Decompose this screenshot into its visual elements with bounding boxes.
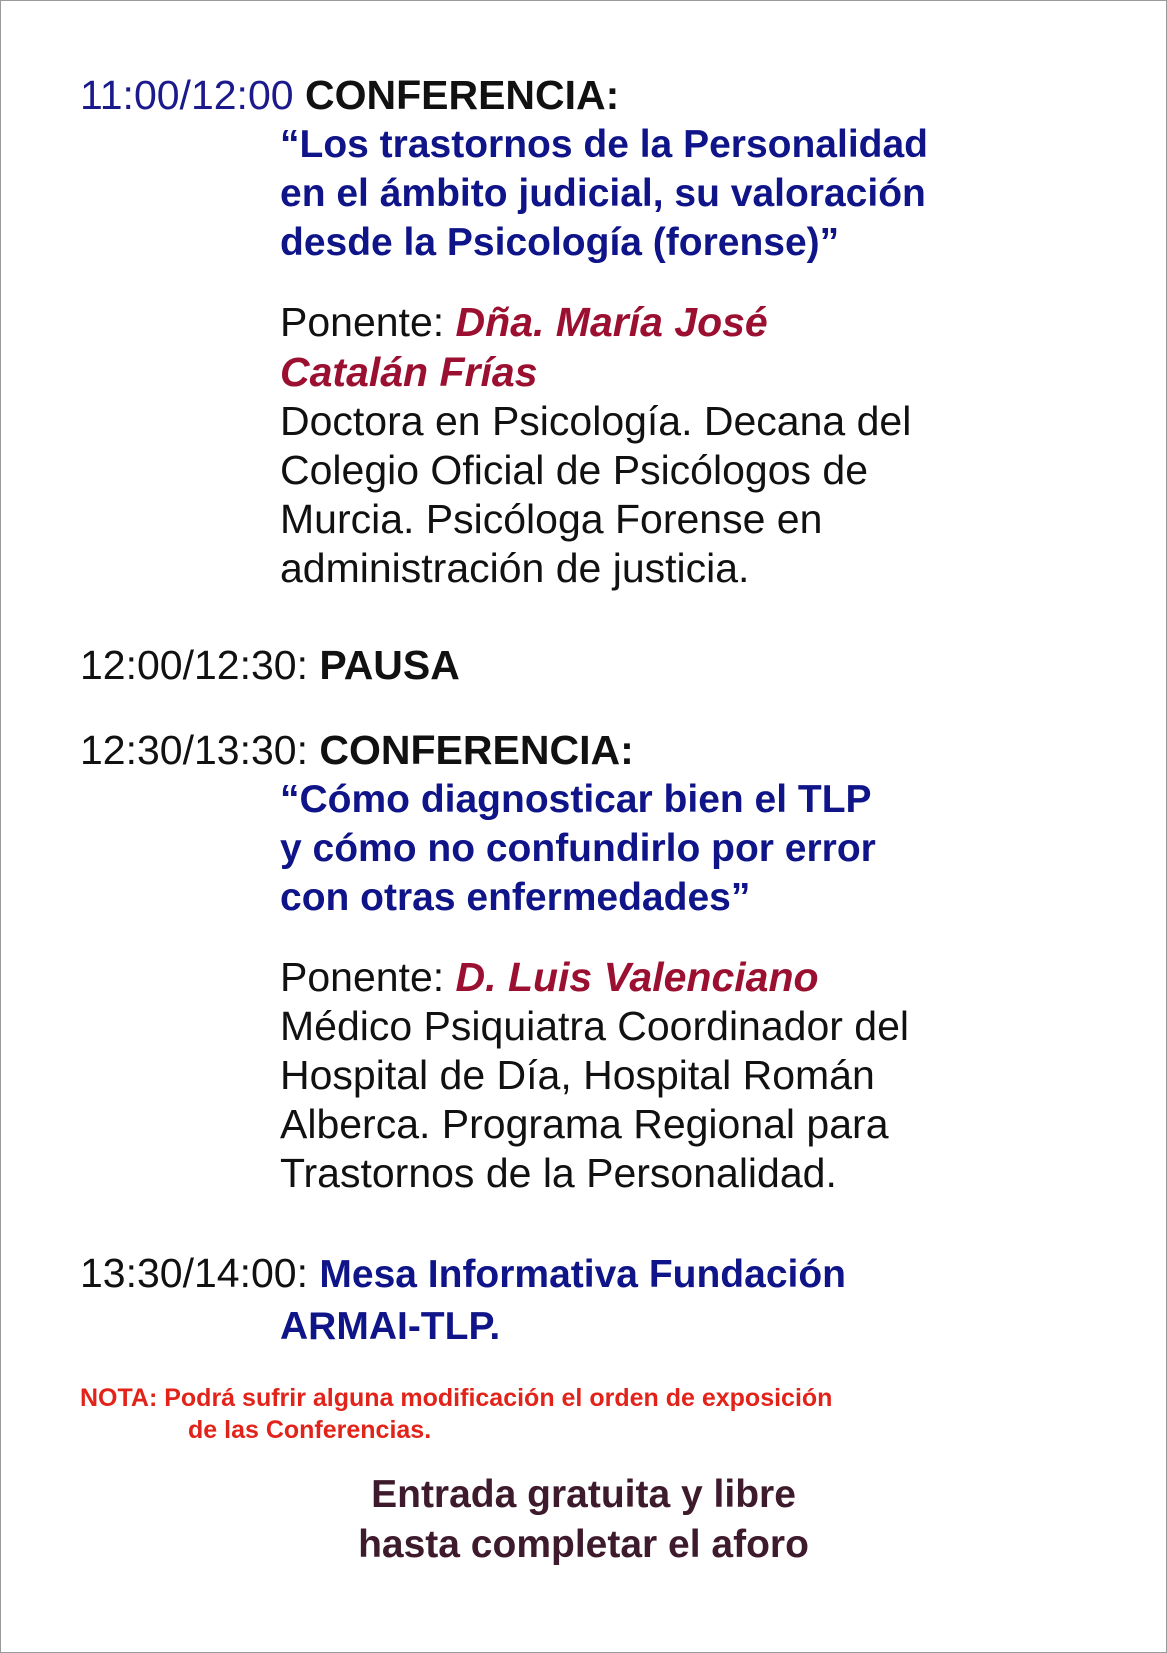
session-3-bio-line-1: Médico Psiquiatra Coordinador del bbox=[280, 1003, 910, 1049]
session-1-bio-line-3: Murcia. Psicóloga Forense en bbox=[280, 496, 823, 542]
session-2-header bbox=[80, 640, 1167, 690]
session-1-bio-line-2: Colegio Oficial de Psicólogos de bbox=[280, 447, 868, 493]
session-4-title-line-2-row bbox=[280, 1300, 1167, 1352]
session-1-speaker-line-2 bbox=[280, 347, 1167, 397]
session-3-title-line-2: y cómo no confundirlo por error bbox=[280, 827, 876, 870]
session-3-speaker-name: D. Luis Valenciano bbox=[455, 954, 819, 1000]
note-line-2: de las Conferencias. bbox=[188, 1416, 432, 1444]
session-1-speaker-prefix: Ponente: bbox=[280, 299, 445, 345]
session-1-bio-line-4: administración de justicia. bbox=[280, 545, 750, 591]
session-2 bbox=[0, 640, 1167, 690]
session-2-label: PAUSA bbox=[319, 642, 460, 688]
session-1-title-line-2: en el ámbito judicial, su valoración bbox=[280, 172, 926, 215]
session-3-label: CONFERENCIA: bbox=[319, 727, 634, 773]
session-3-title bbox=[280, 775, 1167, 922]
session-1-bio-line-1: Doctora en Psicología. Decana del bbox=[280, 398, 912, 444]
session-1-speaker-name-1: Dña. María José bbox=[455, 299, 768, 345]
session-1-speaker-line-1 bbox=[280, 297, 1167, 347]
session-4-time: 13:30/14:00: bbox=[80, 1250, 308, 1296]
session-2-time: 12:00/12:30: bbox=[80, 642, 308, 688]
session-1-title-line-3: desde la Psicología (forense)” bbox=[280, 221, 840, 264]
session-1-title bbox=[280, 120, 1167, 267]
session-3 bbox=[0, 725, 1167, 1198]
session-1-speaker bbox=[280, 297, 1167, 593]
session-1 bbox=[0, 70, 1167, 593]
entrada-line-1: Entrada gratuita y libre bbox=[371, 1473, 796, 1516]
session-1-title-line-1: “Los trastornos de la Personalidad bbox=[280, 123, 928, 166]
session-3-title-line-3: con otras enfermedades” bbox=[280, 876, 751, 919]
session-1-header bbox=[80, 70, 1167, 120]
entrada-notice bbox=[0, 1470, 1167, 1570]
session-3-header bbox=[80, 725, 1167, 775]
session-4-title-line-2: ARMAI-TLP. bbox=[280, 1305, 501, 1348]
session-1-label: CONFERENCIA: bbox=[304, 72, 620, 118]
entrada-line-2: hasta completar el aforo bbox=[358, 1523, 809, 1566]
session-3-bio-line-3: Alberca. Programa Regional para bbox=[280, 1101, 889, 1147]
session-3-speaker bbox=[280, 952, 1167, 1198]
session-3-speaker-line-1 bbox=[280, 952, 1167, 1002]
note bbox=[80, 1382, 832, 1446]
session-3-title-line-1: “Cómo diagnosticar bien el TLP bbox=[280, 778, 872, 821]
note-line-1: NOTA: Podrá sufrir alguna modificación el orden de exposición bbox=[80, 1384, 833, 1412]
session-1-time: 11:00/12:00 bbox=[80, 72, 294, 118]
session-3-bio-line-4: Trastornos de la Personalidad. bbox=[280, 1150, 837, 1196]
session-1-speaker-name-2: Catalán Frías bbox=[280, 349, 538, 395]
session-4-title-line-1: Mesa Informativa Fundación bbox=[319, 1253, 846, 1296]
session-4 bbox=[0, 1248, 1167, 1352]
session-3-bio-line-2: Hospital de Día, Hospital Román bbox=[280, 1052, 875, 1098]
session-3-speaker-prefix: Ponente: bbox=[280, 954, 445, 1000]
session-4-header bbox=[80, 1248, 1167, 1300]
session-3-time: 12:30/13:30: bbox=[80, 727, 308, 773]
